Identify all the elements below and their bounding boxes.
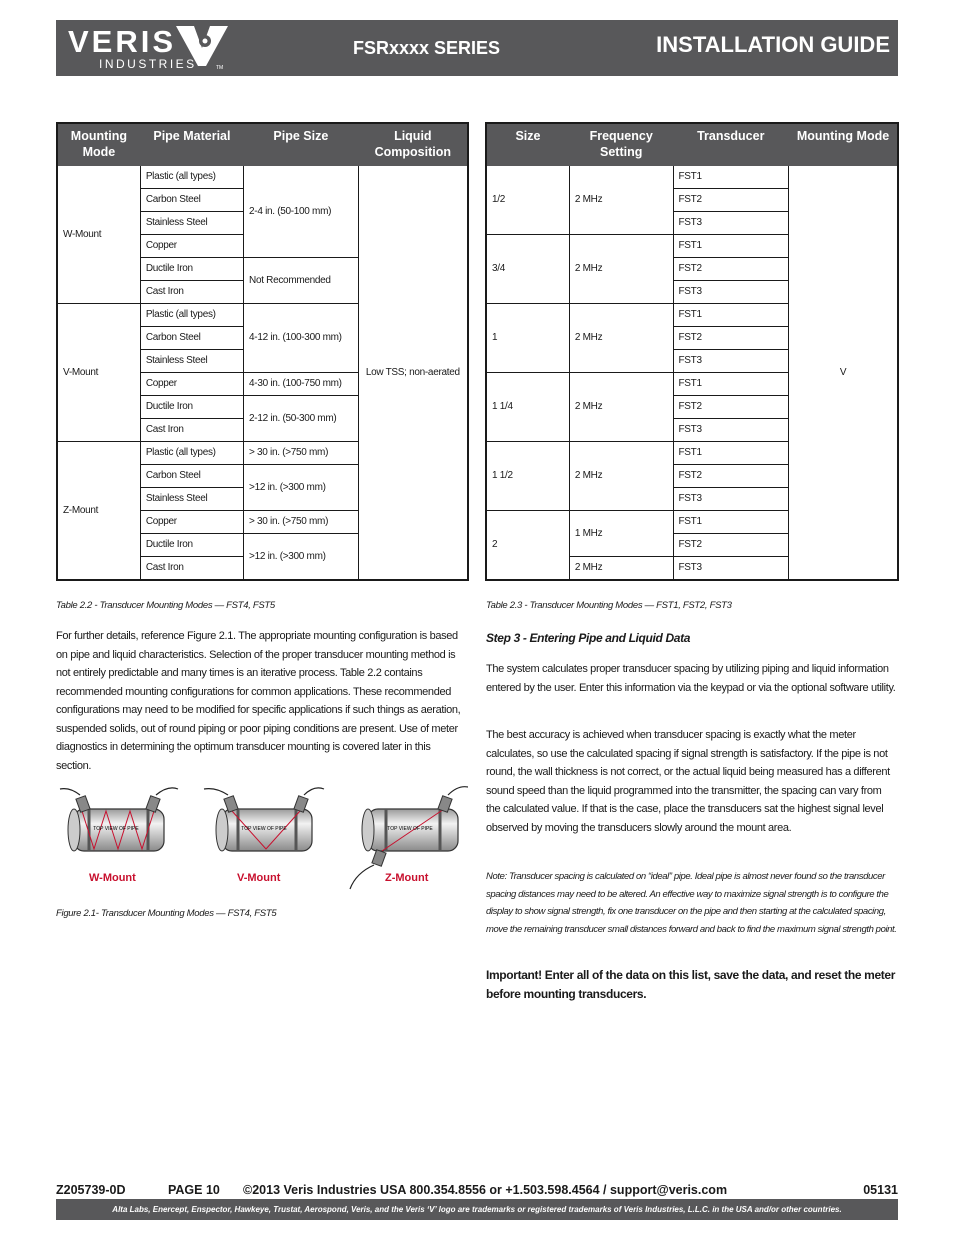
size-cell: 4-30 in. (100-750 mm)	[244, 372, 359, 395]
material-cell: Stainless Steel	[140, 487, 243, 510]
header-bar	[56, 20, 898, 76]
w-mount-label: W-Mount	[89, 872, 136, 884]
size-cell: Not Recommended	[244, 257, 359, 303]
size-cell: > 30 in. (>750 mm)	[244, 510, 359, 533]
mount-mode-cell: W-Mount	[57, 165, 140, 303]
transducer-cell: FST1	[673, 441, 789, 464]
important-notice: Important! Enter all of the data on this list, save the data, and reset the meter before mounting transducers.	[486, 968, 896, 1001]
table-header: Transducer	[673, 123, 789, 165]
table-header: Liquid Composition	[358, 123, 468, 165]
mode-cell: V	[789, 165, 898, 580]
frequency-cell: 2 MHz	[569, 165, 673, 234]
transducer-cell: FST3	[673, 556, 789, 580]
material-cell: Carbon Steel	[140, 326, 243, 349]
material-cell: Copper	[140, 510, 243, 533]
transducer-cell: FST3	[673, 487, 789, 510]
top-view-label: TOP VIEW OF PIPE	[241, 826, 287, 832]
trademark-mark: TM	[216, 65, 224, 71]
material-cell: Cast Iron	[140, 280, 243, 303]
series-title: FSRxxxx SERIES	[353, 38, 501, 58]
frequency-cell: 2 MHz	[569, 303, 673, 372]
size-cell: 1 1/4	[486, 372, 569, 441]
material-cell: Stainless Steel	[140, 349, 243, 372]
z-mount-label: Z-Mount	[385, 872, 429, 884]
guide-title: INSTALLATION GUIDE	[656, 32, 890, 57]
table-header: Pipe Size	[244, 123, 359, 165]
material-cell: Carbon Steel	[140, 188, 243, 211]
size-cell: 1	[486, 303, 569, 372]
trademark-bar	[56, 1199, 898, 1220]
transducer-cell: FST2	[673, 326, 789, 349]
size-cell: 2	[486, 510, 569, 580]
transducer-cell: FST2	[673, 188, 789, 211]
transducer-cell: FST3	[673, 349, 789, 372]
top-view-label: TOP VIEW OF PIPE	[387, 826, 433, 832]
transducer-cell: FST1	[673, 303, 789, 326]
trademark-text: Alta Labs, Enercept, Enspector, Hawkeye, Trustat, Aerospond, Veris, and the Veris ‘V’ logo are trademarks or registered trademarks of Veris Industries, L.L.C. in the USA and/or other countries.	[112, 1205, 842, 1214]
frequency-cell: 2 MHz	[569, 556, 673, 580]
material-cell: Stainless Steel	[140, 211, 243, 234]
transducer-cell: FST1	[673, 510, 789, 533]
frequency-cell: 1 MHz	[569, 510, 673, 556]
step3-paragraph-2: The best accuracy is achieved when transducer spacing is exactly what the meter calculates, so use the calculated spacing if signal strength is satisfactory. If the pipe is not round, the wall thickness is not correct, or the actual liquid being measured has a different sound speed than the liquid programmed into the transmitter, the spacing can vary from the calculated value. If that is the case, place the transducers sat the highest signal level observed by moving the transducers slowly around the mount area.	[486, 729, 890, 834]
size-cell: 4-12 in. (100-300 mm)	[244, 303, 359, 372]
table-header: Frequency Setting	[569, 123, 673, 165]
transducer-cell: FST2	[673, 464, 789, 487]
w-mount-diagram-icon	[60, 788, 178, 851]
v-mount-label: V-Mount	[237, 872, 281, 884]
table-header: Mounting Mode	[57, 123, 140, 165]
size-cell: >12 in. (>300 mm)	[244, 464, 359, 510]
mount-mode-cell: V-Mount	[57, 303, 140, 441]
frequency-cell: 2 MHz	[569, 234, 673, 303]
material-cell: Carbon Steel	[140, 464, 243, 487]
transducer-cell: FST3	[673, 418, 789, 441]
transducer-cell: FST2	[673, 395, 789, 418]
table-header: Mounting Mode	[789, 123, 898, 165]
mounting-table-fst1-fst3	[485, 122, 899, 581]
transducer-cell: FST1	[673, 372, 789, 395]
logo-wordmark: VERIS	[68, 24, 177, 59]
document-number: Z205739-0D	[56, 1183, 126, 1197]
material-cell: Cast Iron	[140, 556, 243, 580]
copyright-contact: ©2013 Veris Industries USA 800.354.8556 or +1.503.598.4564 / support@veris.com	[243, 1183, 728, 1197]
material-cell: Copper	[140, 372, 243, 395]
transducer-cell: FST2	[673, 533, 789, 556]
material-cell: Ductile Iron	[140, 257, 243, 280]
material-cell: Plastic (all types)	[140, 441, 243, 464]
table-header: Size	[486, 123, 569, 165]
v-mount-diagram-icon	[204, 788, 324, 851]
size-cell: 1 1/2	[486, 441, 569, 510]
transducer-cell: FST3	[673, 211, 789, 234]
size-cell: >12 in. (>300 mm)	[244, 533, 359, 580]
mounting-table-fst4-fst5	[56, 122, 469, 581]
frequency-cell: 2 MHz	[569, 441, 673, 510]
transducer-cell: FST3	[673, 280, 789, 303]
transducer-cell: FST2	[673, 257, 789, 280]
date-code: 05131	[863, 1183, 898, 1197]
table-caption: Table 2.3 - Transducer Mounting Modes — FST1, FST2, FST3	[486, 600, 732, 611]
material-cell: Plastic (all types)	[140, 303, 243, 326]
top-view-label: TOP VIEW OF PIPE	[93, 826, 139, 832]
material-cell: Ductile Iron	[140, 533, 243, 556]
table-caption: Table 2.2 - Transducer Mounting Modes — FST4, FST5	[56, 600, 275, 611]
size-cell: 1/2	[486, 165, 569, 234]
mount-mode-cell: Z-Mount	[57, 441, 140, 580]
size-cell: 2-12 in. (50-300 mm)	[244, 395, 359, 441]
size-cell: 3/4	[486, 234, 569, 303]
size-cell: 2-4 in. (50-100 mm)	[244, 165, 359, 257]
spacing-note: Note: Transducer spacing is calculated on “ideal” pipe. Ideal pipe is almost never found so the transducer spacing distances may need to be altered. An effective way to maximize signal strength is to configure the display to show signal strength, fix one transducer on the pipe and then starting at the calculated spacing, move the remaining transducer small distances forward and back to find the maximum signal strength point.	[486, 871, 897, 935]
logo-subtitle: INDUSTRIES	[99, 57, 197, 71]
intro-paragraph: For further details, reference Figure 2.1. The appropriate mounting configuration is based on pipe and liquid characteristics. Selection of the proper transducer mounting method is not entirely predictable and many times is an iterative process. Table 2.2 contains recommended mounting configurations for common applications. These recommended configurations may need to be modified for specific applications if such things as aeration, suspended solids, out of round piping or poor piping conditions are present. Use of meter diagnostics in determining the optimum transducer mounting is covered later in this section.	[56, 630, 461, 772]
material-cell: Copper	[140, 234, 243, 257]
transducer-cell: FST1	[673, 234, 789, 257]
step3-paragraph-1: The system calculates proper transducer spacing by utilizing piping and liquid information entered by the user. Enter this information via the keypad or via the optional software utility.	[486, 663, 896, 694]
figure-caption: Figure 2.1- Transducer Mounting Modes — FST4, FST5	[56, 908, 277, 919]
material-cell: Ductile Iron	[140, 395, 243, 418]
frequency-cell: 2 MHz	[569, 372, 673, 441]
transducer-cell: FST1	[673, 165, 789, 188]
material-cell: Plastic (all types)	[140, 165, 243, 188]
table-header: Pipe Material	[140, 123, 243, 165]
liquid-cell: Low TSS; non-aerated	[358, 165, 468, 580]
page-number: PAGE 10	[168, 1183, 220, 1197]
step3-heading: Step 3 - Entering Pipe and Liquid Data	[486, 631, 691, 645]
material-cell: Cast Iron	[140, 418, 243, 441]
size-cell: > 30 in. (>750 mm)	[244, 441, 359, 464]
